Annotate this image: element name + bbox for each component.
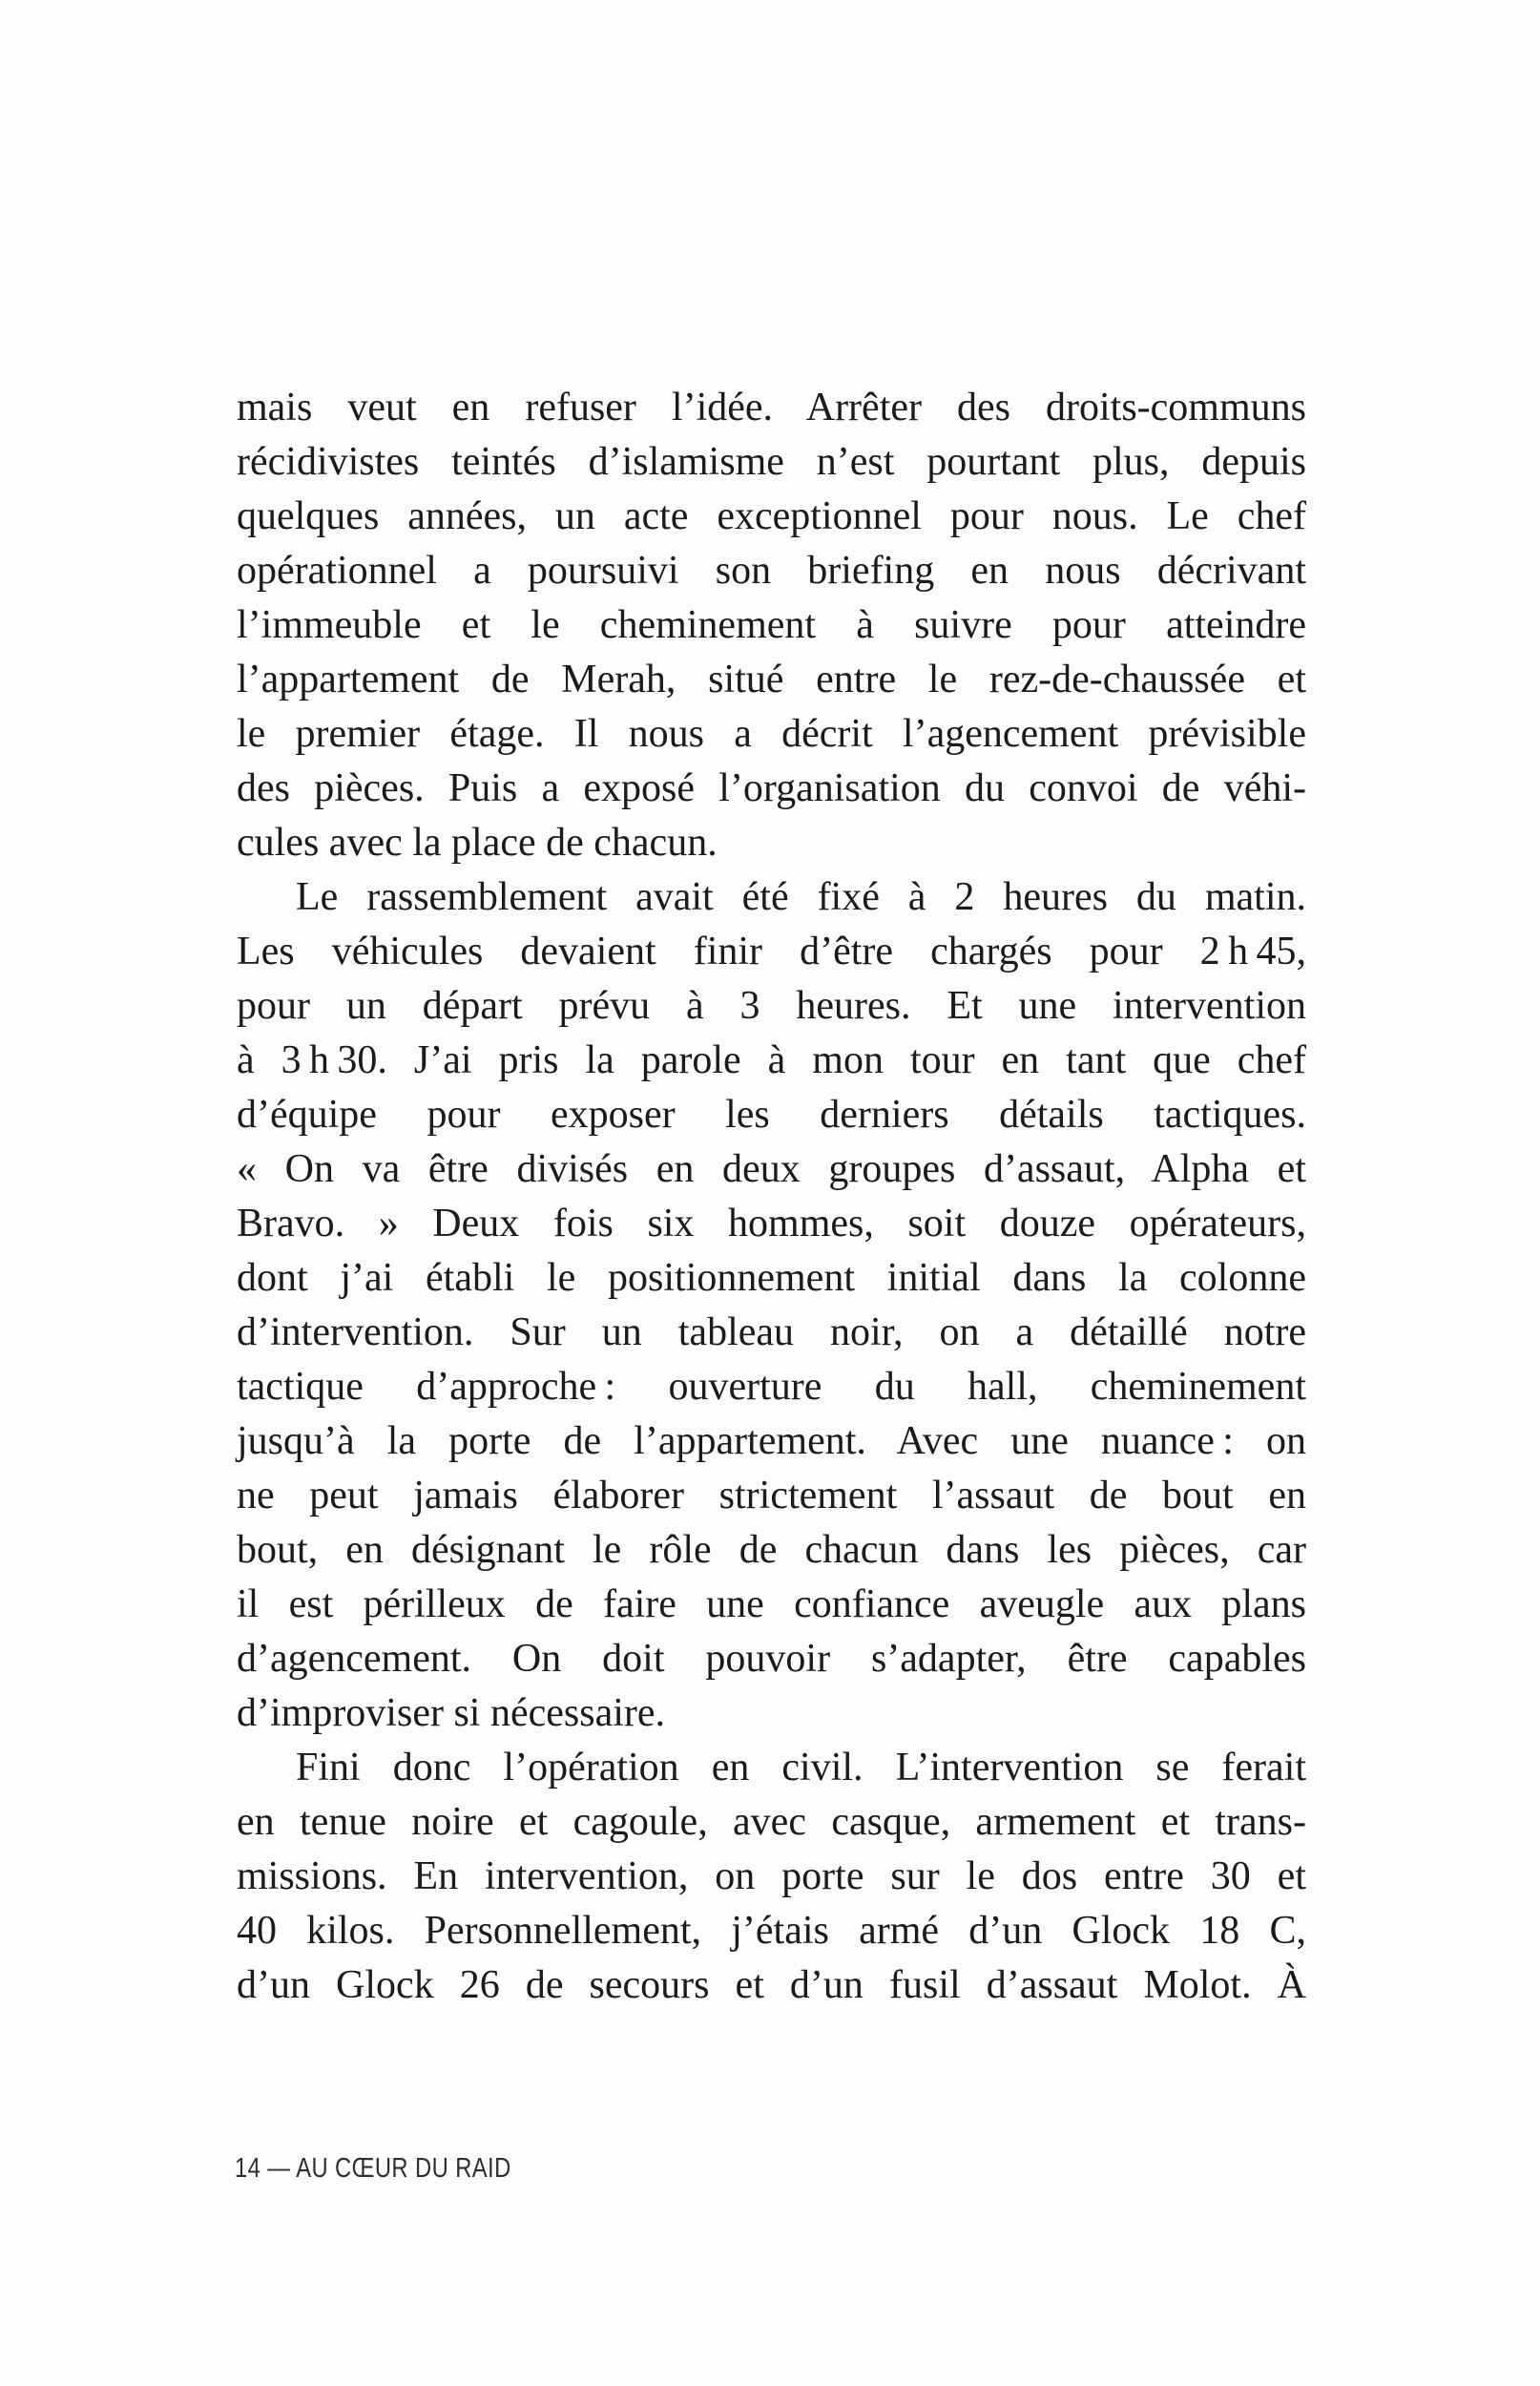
paragraph	[237, 381, 1306, 870]
text-line: dont j’ai établi le positionnement initial dans la colonne	[237, 1256, 1306, 1300]
text-line: tactique d’approche : ouverture du hall, cheminement	[237, 1365, 1306, 1409]
text-line: d’intervention. Sur un tableau noir, on a détaillé notre	[237, 1310, 1306, 1354]
text-line: « On va être divisés en deux groupes d’assaut, Alpha et	[237, 1147, 1306, 1191]
text-line: d’agencement. On doit pouvoir s’adapter, être capables	[237, 1637, 1306, 1681]
text-line: l’appartement de Merah, situé entre le rez-de-chaussée et	[237, 658, 1306, 701]
text-line: missions. En intervention, on porte sur le dos entre 30 et	[237, 1854, 1306, 1898]
text-line: Bravo. » Deux fois six hommes, soit douze opérateurs,	[237, 1202, 1306, 1245]
text-line: il est périlleux de faire une confiance aveugle aux plans	[237, 1582, 1306, 1626]
text-line: l’immeuble et le cheminement à suivre pour atteindre	[237, 603, 1306, 647]
text-line: jusqu’à la porte de l’appartement. Avec une nuance : on	[237, 1419, 1306, 1463]
text-line: Les véhicules devaient finir d’être chargés pour 2 h 45,	[237, 930, 1306, 973]
text-line: Fini donc l’opération en civil. L’intervention se ferait	[296, 1746, 1306, 1790]
text-line: opérationnel a poursuivi son briefing en nous décrivant	[237, 549, 1306, 593]
text-line: mais veut en refuser l’idée. Arrêter des droits-communs	[237, 386, 1306, 429]
text-line: quelques années, un acte exceptionnel pour nous. Le chef	[237, 494, 1306, 538]
page-number: 14	[235, 2153, 261, 2184]
text-line: bout, en désignant le rôle de chacun dans les pièces, car	[237, 1528, 1306, 1572]
text-line: d’un Glock 26 de secours et d’un fusil d’assaut Molot. À	[237, 1963, 1306, 2007]
footer-separator: —	[260, 2153, 297, 2184]
text-line: Le rassemblement avait été fixé à 2 heures du matin.	[296, 875, 1306, 919]
paragraph	[237, 870, 1306, 1741]
text-line: ne peut jamais élaborer strictement l’assaut de bout en	[237, 1474, 1306, 1517]
text-line: en tenue noire et cagoule, avec casque, armement et trans-	[237, 1800, 1306, 1844]
text-line: d’improviser si nécessaire.	[237, 1691, 666, 1735]
text-line: d’équipe pour exposer les derniers détails tactiques.	[237, 1093, 1306, 1137]
text-line: 40 kilos. Personnellement, j’étais armé d’un Glock 18 C,	[237, 1909, 1306, 1953]
running-footer	[235, 2153, 511, 2185]
text-line: à 3 h 30. J’ai pris la parole à mon tour en tant que chef	[237, 1038, 1306, 1082]
text-line: récidivistes teintés d’islamisme n’est pourtant plus, depuis	[237, 440, 1306, 484]
page-body	[237, 381, 1306, 2013]
text-line: cules avec la place de chacun.	[237, 821, 718, 865]
book-title: AU CŒUR DU RAID	[296, 2153, 511, 2184]
text-line: des pièces. Puis a exposé l’organisation du convoi de véhi-	[237, 766, 1306, 810]
text-line: le premier étage. Il nous a décrit l’agencement prévisible	[237, 712, 1306, 756]
text-line: pour un départ prévu à 3 heures. Et une intervention	[237, 984, 1306, 1028]
paragraph	[237, 1741, 1306, 2013]
